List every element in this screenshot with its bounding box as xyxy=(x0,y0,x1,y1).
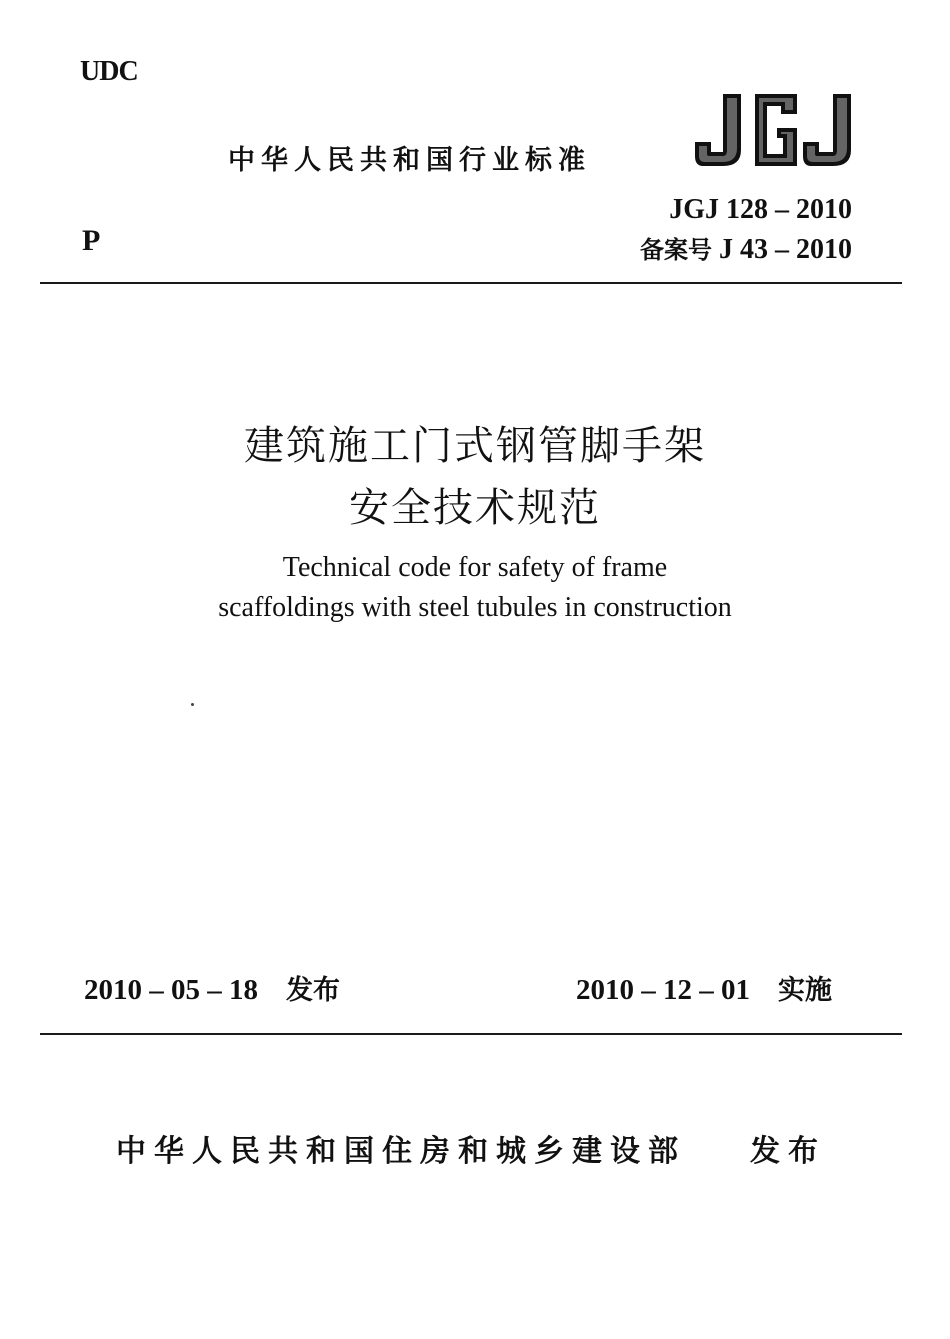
udc-label: UDC xyxy=(80,56,138,87)
title-en-line2: scaffoldings with steel tubules in construction xyxy=(218,592,732,623)
record-value: J 43 – 2010 xyxy=(719,234,852,265)
header-divider xyxy=(40,282,902,284)
logo-letter-g xyxy=(755,94,797,166)
effective-label: 实施 xyxy=(778,975,832,1006)
title-zh-line1: 建筑施工门式钢管脚手架 xyxy=(244,423,706,469)
issue-date-block xyxy=(84,968,340,1007)
industry-standard-heading: 中华人民共和国行业标准 xyxy=(228,145,591,176)
footer-divider xyxy=(40,1033,902,1035)
logo-letter-j-2 xyxy=(803,94,851,166)
publisher-name: 中华人民共和国住房和城乡建设部 xyxy=(116,1134,686,1169)
record-number xyxy=(640,230,852,266)
record-label: 备案号 xyxy=(640,236,712,264)
publish-label: 发布 xyxy=(750,1134,826,1169)
issue-date: 2010 – 05 – 18 xyxy=(84,974,258,1006)
logo-letter-j-1 xyxy=(695,94,741,166)
classification-code: P xyxy=(82,224,101,257)
scan-speck xyxy=(191,703,194,706)
issue-label: 发布 xyxy=(286,975,340,1006)
effective-date-block xyxy=(576,968,832,1007)
effective-date: 2010 – 12 – 01 xyxy=(576,974,750,1006)
jgj-logo xyxy=(693,90,853,170)
title-zh-line2: 安全技术规范 xyxy=(349,485,601,531)
title-en-line1: Technical code for safety of frame xyxy=(282,552,668,583)
standard-number: JGJ 128 – 2010 xyxy=(669,194,852,225)
